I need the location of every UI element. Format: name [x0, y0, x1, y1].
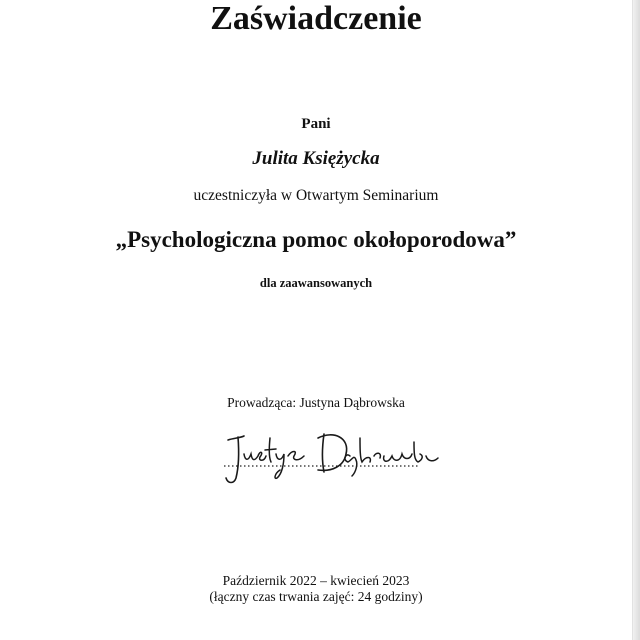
page-edge-shadow [632, 0, 640, 640]
salutation: Pani [301, 116, 331, 132]
instructor-line: Prowadząca: Justyna Dąbrowska [227, 395, 405, 410]
participant-name: Julita Księżycka [252, 148, 380, 169]
participation-text: uczestniczyła w Otwartym Seminarium [193, 187, 439, 204]
handwritten-signature [214, 416, 450, 490]
certificate-title: Zaświadczenie [210, 0, 422, 37]
course-duration: (łączny czas trwania zajęć: 24 godziny) [209, 589, 423, 604]
course-period: Październik 2022 – kwiecień 2023 [222, 573, 410, 588]
seminar-title: „Psychologiczna pomoc okołoporodowa” [115, 227, 517, 252]
seminar-level: dla zaawansowanych [259, 276, 373, 290]
